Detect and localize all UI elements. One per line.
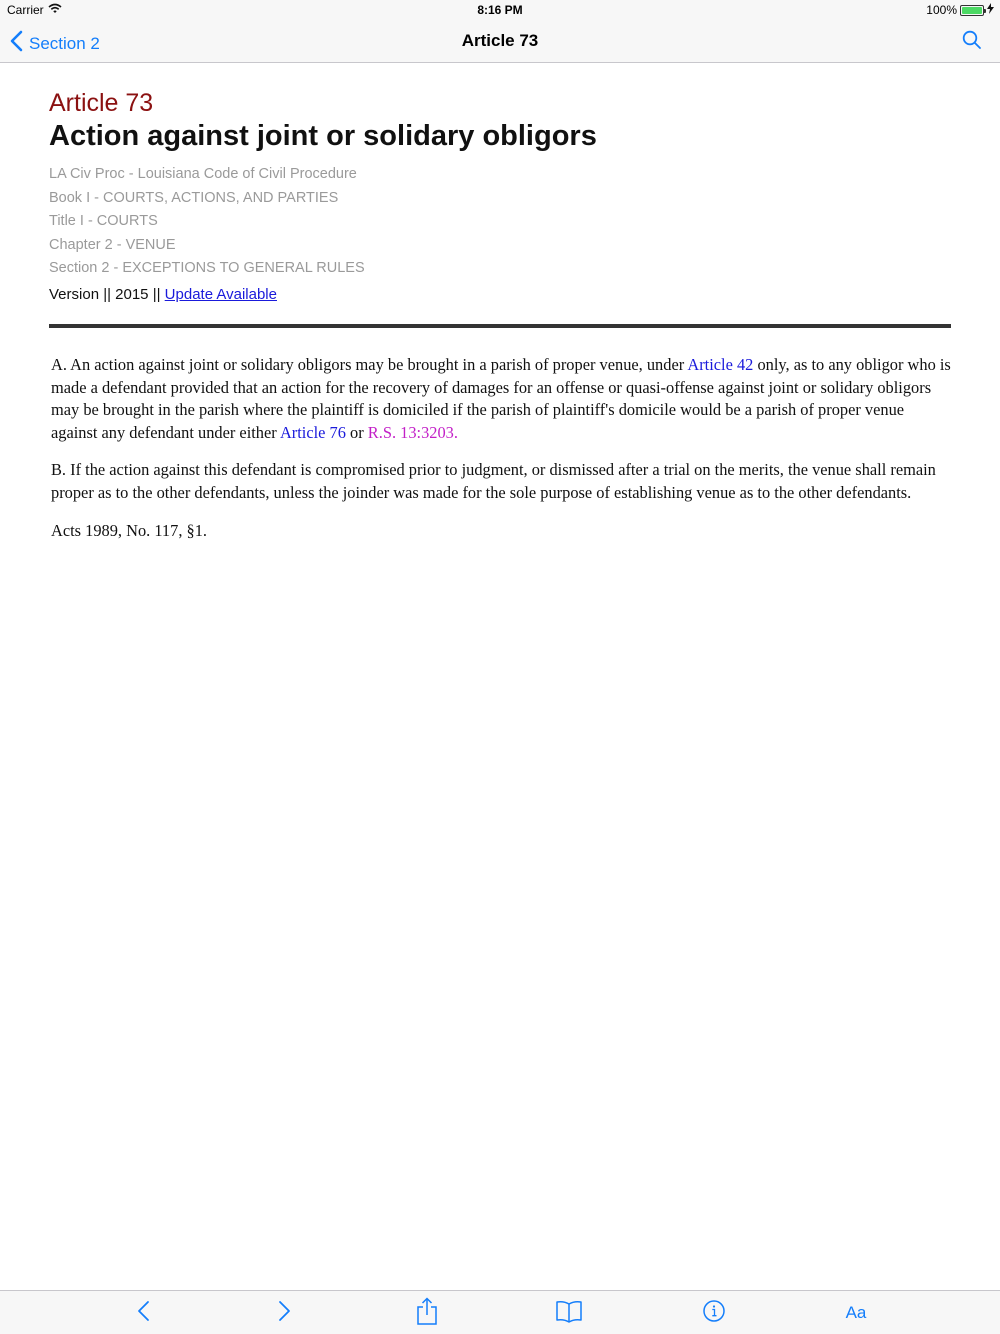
article-body (51, 354, 951, 557)
font-size-button[interactable] (840, 1298, 872, 1328)
status-bar (0, 0, 1000, 20)
back-button-label: Section 2 (29, 33, 100, 53)
battery-cap (984, 9, 986, 13)
chevron-right-icon (278, 1300, 292, 1327)
share-icon (416, 1297, 438, 1330)
info-icon (702, 1299, 726, 1328)
chevron-left-icon (136, 1300, 150, 1327)
paragraph-b: B. If the action against this defendant is compromised prior to judgment, or dismissed after a trial on the merits, the venue shall remain proper as to the other defendants, unless the joinder was made for the sole purpose of establishing venue as to the other defendants. (51, 460, 936, 502)
search-button[interactable] (962, 30, 982, 55)
chevron-left-icon (10, 30, 23, 57)
previous-article-button[interactable] (127, 1298, 159, 1328)
battery-percent: 100% (926, 3, 957, 17)
share-button[interactable] (411, 1298, 443, 1328)
article-number: Article 73 (49, 89, 154, 117)
back-button[interactable] (10, 30, 100, 57)
bottom-toolbar (0, 1290, 1000, 1334)
article-content (0, 64, 1000, 1290)
paragraph-a-text-2: only, as to any obligor who is made a defendant provided that an action for the recovery of damages for an offense or quasi-offense against joint or solidary obligors may be brought in the parish where the plaintiff is domiciled if the parish of plaintiff's domicile would be a parish of proper venue against any defendant under either (51, 355, 951, 442)
article-76-link[interactable]: Article 76 (279, 422, 346, 442)
paragraph-a-text-3: or (345, 422, 368, 442)
paragraph-a (51, 354, 951, 444)
battery-fill (962, 7, 982, 14)
font-size-label: Aa (845, 1303, 867, 1322)
breadcrumb-title: Title I - COURTS (49, 213, 158, 229)
breadcrumb-code: LA Civ Proc - Louisiana Code of Civil Procedure (49, 166, 357, 182)
search-icon (962, 37, 982, 54)
nav-title: Article 73 (461, 31, 539, 50)
status-time: 8:16 PM (477, 3, 523, 17)
breadcrumb-section: Section 2 - EXCEPTIONS TO GENERAL RULES (49, 260, 365, 276)
article-42-link[interactable]: Article 42 (687, 355, 754, 374)
acts-citation: Acts 1989, No. 117, §1. (51, 520, 208, 540)
navigation-bar (0, 20, 1000, 63)
version-text: Version || 2015 || (49, 286, 165, 303)
next-article-button[interactable] (269, 1298, 301, 1328)
breadcrumb-chapter: Chapter 2 - VENUE (49, 236, 176, 253)
book-icon (555, 1299, 583, 1328)
paragraph-a-text-1: A. An action against joint or solidary obligors may be brought in a parish of proper venue, under (51, 355, 688, 374)
info-button[interactable] (698, 1298, 730, 1328)
status-right (926, 3, 994, 17)
version-line (49, 286, 277, 303)
charging-icon (987, 3, 994, 17)
update-available-link[interactable]: Update Available (164, 286, 277, 303)
battery-icon (960, 5, 984, 16)
carrier-label: Carrier (7, 3, 44, 17)
breadcrumb (49, 164, 365, 282)
rs-13-3203-link[interactable]: R.S. 13:3203. (367, 422, 458, 442)
breadcrumb-book: Book I - COURTS, ACTIONS, AND PARTIES (49, 189, 339, 206)
divider (49, 324, 951, 328)
article-title: Action against joint or solidary obligors (49, 120, 597, 152)
bookmarks-button[interactable] (553, 1298, 585, 1328)
